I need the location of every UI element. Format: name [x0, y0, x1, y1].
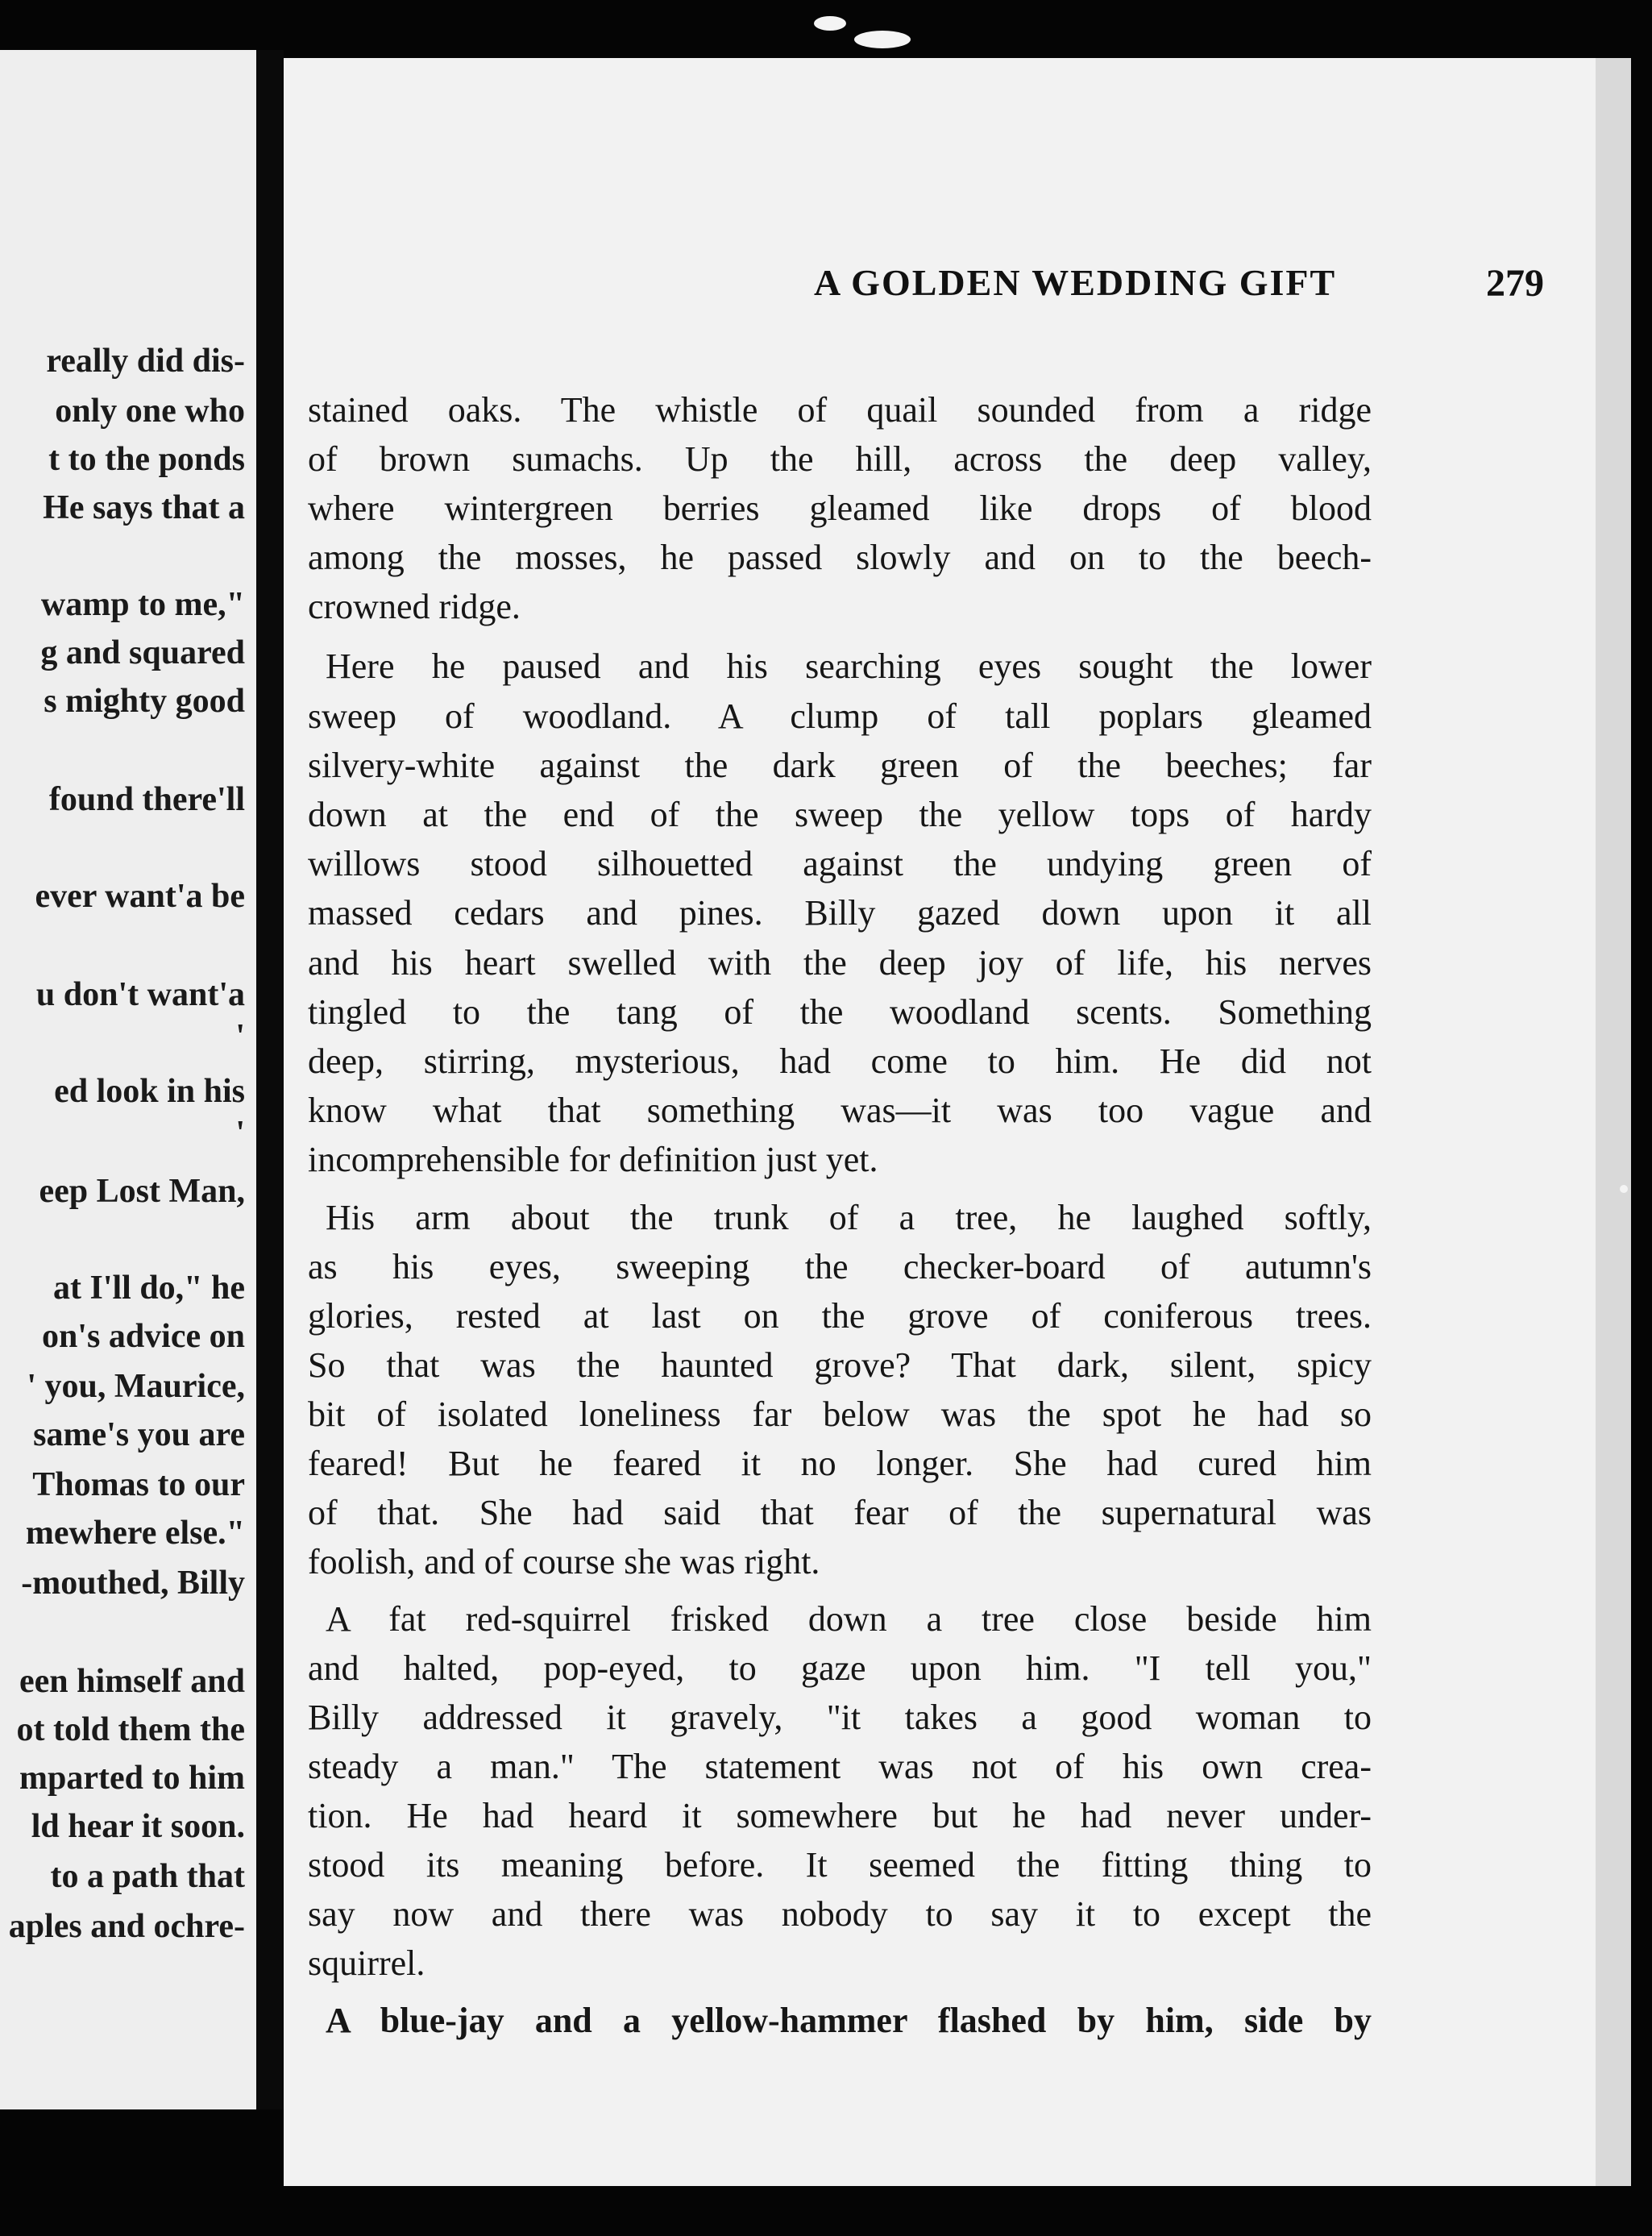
text-line: deep, stirring, mysterious, had come to him. He did not: [308, 1041, 1372, 1081]
text-line: crowned ridge.: [308, 587, 521, 626]
left-line: een himself and: [19, 1663, 245, 1700]
left-line: found there'll: [48, 781, 245, 818]
left-line: ever want'a be: [35, 878, 245, 915]
text-line: know what that something was—it was too vague and: [308, 1091, 1372, 1130]
text-line: say now and there was nobody to say it to except the: [308, 1894, 1372, 1934]
text-line: stood its meaning before. It seemed the fitting thing to: [308, 1845, 1372, 1885]
text-line: down at the end of the sweep the yellow tops of hardy: [308, 795, 1372, 834]
text-line: squirrel.: [308, 1943, 425, 1983]
text-line: sweep of woodland. A clump of tall poplars gleamed: [308, 696, 1372, 736]
page-number: 279: [1486, 262, 1544, 305]
left-line: to a path that: [50, 1858, 245, 1895]
text-line: A blue-jay and a yellow-hammer flashed by him, side by: [326, 2001, 1372, 2040]
text-line: bit of isolated loneliness far below was the spot he had so: [308, 1394, 1372, 1434]
text-line: steady a man." The statement was not of his own crea-: [308, 1747, 1372, 1786]
left-line: eep Lost Man,: [39, 1173, 245, 1210]
text-line: incomprehensible for definition just yet.: [308, 1140, 878, 1179]
text-line: and halted, pop-eyed, to gaze upon him. "I tell you,": [308, 1648, 1372, 1688]
left-line: ld hear it soon.: [31, 1808, 245, 1845]
text-line: tingled to the tang of the woodland scents. Something: [308, 992, 1372, 1032]
text-line: of that. She had said that fear of the supernatural was: [308, 1493, 1372, 1532]
running-head: A GOLDEN WEDDING GIFT: [814, 262, 1337, 303]
text-line: willows stood silhouetted against the undying green of: [308, 844, 1372, 883]
text-line: feared! But he feared it no longer. She had cured him: [308, 1444, 1372, 1483]
left-line: He says that a: [43, 489, 245, 526]
text-line: as his eyes, sweeping the checker-board of autumn's: [308, 1247, 1372, 1286]
page-gutter: [256, 50, 284, 2109]
left-line: -mouthed, Billy: [21, 1565, 245, 1602]
left-line: ' you, Maurice,: [27, 1368, 245, 1405]
text-line: A fat red-squirrel frisked down a tree close beside him: [326, 1599, 1372, 1639]
left-line: aples and ochre-: [8, 1908, 245, 1945]
left-line: ot told them the: [16, 1711, 245, 1748]
left-line: ': [235, 1115, 245, 1152]
text-line: glories, rested at last on the grove of coniferous trees.: [308, 1296, 1372, 1336]
text-line: stained oaks. The whistle of quail sounded from a ridge: [308, 390, 1372, 430]
left-line: Thomas to our: [32, 1466, 245, 1503]
scan-speck: [814, 16, 846, 31]
text-line: His arm about the trunk of a tree, he laughed softly,: [326, 1198, 1372, 1237]
scan-speck: [854, 31, 911, 48]
right-page: [284, 58, 1596, 2186]
left-line: only one who: [55, 393, 245, 430]
text-line: Here he paused and his searching eyes sought the lower: [326, 646, 1372, 686]
text-line: massed cedars and pines. Billy gazed down upon it all: [308, 893, 1372, 933]
left-page-fragment: [0, 50, 256, 2109]
text-line: of brown sumachs. Up the hill, across the deep valley,: [308, 439, 1372, 479]
left-line: mparted to him: [19, 1760, 245, 1797]
left-line: u don't want'a: [35, 976, 245, 1013]
left-line: same's you are: [33, 1416, 245, 1453]
left-line: really did dis-: [46, 343, 245, 380]
left-line: at I'll do," he: [52, 1270, 245, 1307]
scan-speck: [1620, 1185, 1628, 1193]
text-line: where wintergreen berries gleamed like drops of blood: [308, 488, 1372, 528]
text-line: silvery-white against the dark green of the beeches; far: [308, 746, 1372, 785]
page-edge: [1596, 58, 1631, 2186]
text-line: So that was the haunted grove? That dark, silent, spicy: [308, 1345, 1372, 1385]
text-line: Billy addressed it gravely, "it takes a good woman to: [308, 1698, 1372, 1737]
left-line: s mighty good: [44, 683, 245, 720]
text-line: and his heart swelled with the deep joy of life, his nerves: [308, 943, 1372, 983]
text-line: foolish, and of course she was right.: [308, 1542, 820, 1581]
left-line: t to the ponds: [48, 441, 245, 478]
left-line: g and squared: [40, 634, 245, 671]
left-line: ': [235, 1018, 245, 1055]
text-line: among the mosses, he passed slowly and on to the beech-: [308, 538, 1372, 577]
left-line: on's advice on: [41, 1318, 245, 1355]
left-line: ed look in his: [54, 1073, 245, 1110]
text-line: tion. He had heard it somewhere but he had never under-: [308, 1796, 1372, 1835]
left-line: mewhere else.": [25, 1515, 245, 1552]
left-line: wamp to me,": [40, 586, 245, 623]
